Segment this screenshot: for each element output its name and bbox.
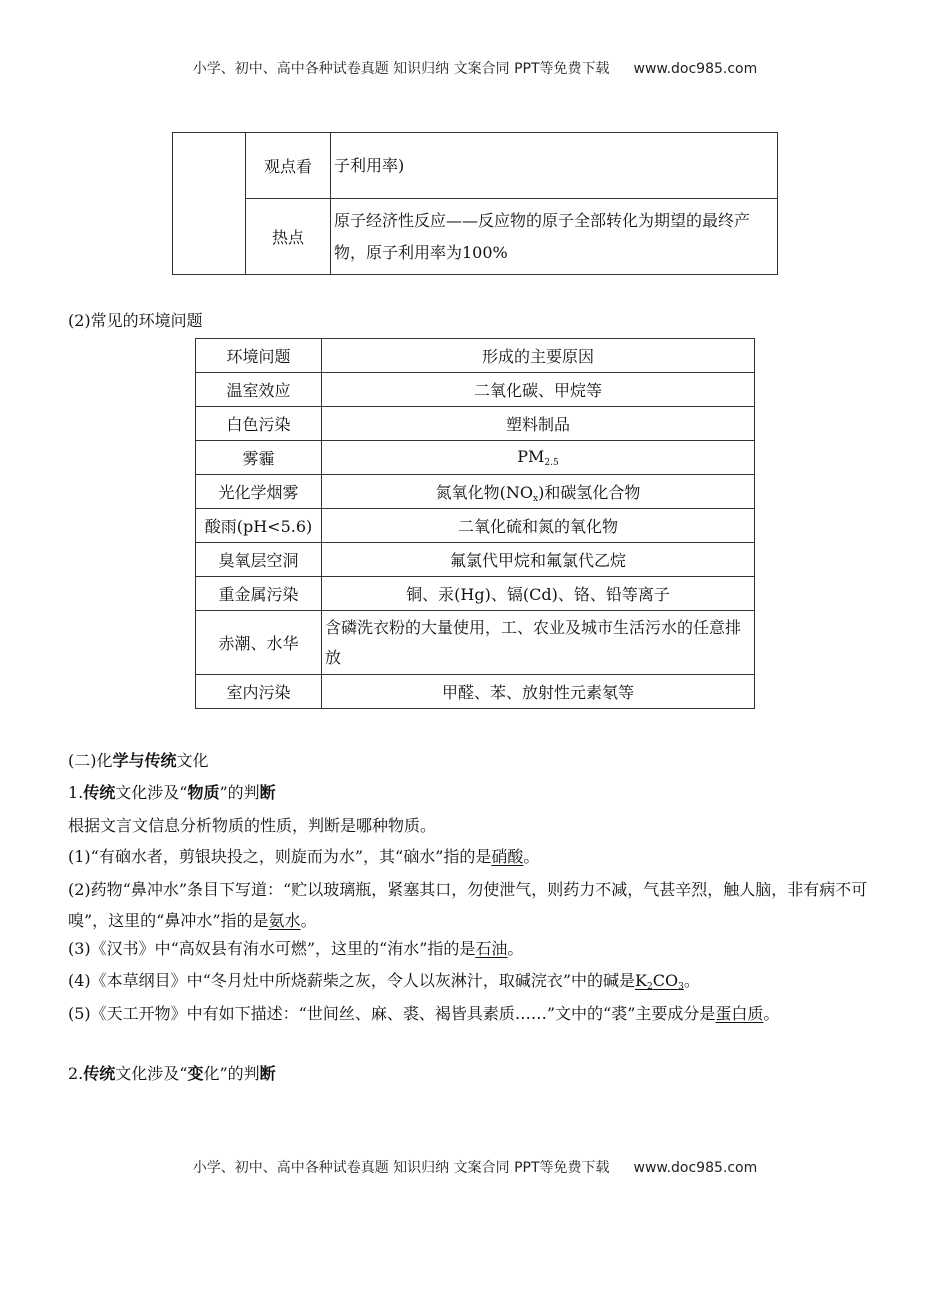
title-part-bold: 传统 (83, 1064, 116, 1083)
table-row (196, 509, 755, 543)
title-part: 文化涉及“ (115, 1064, 188, 1083)
item-text: (3)《汉书》中“高奴县有洧水可燃”，这里的“洧水”指的是 (68, 939, 476, 958)
table-row (196, 441, 755, 475)
table-row (196, 611, 755, 675)
title-part-bold: 变 (187, 1064, 204, 1083)
item-answer: 石油 (475, 939, 508, 958)
cell-issue: 光化学烟雾 (196, 475, 322, 509)
table-cell-content: 原子经济性反应——反应物的原子全部转化为期望的最终产物，原子利用率为100% (331, 199, 778, 275)
formula-part: K (635, 971, 647, 990)
intro-text: 根据文言文信息分析物质的性质，判断是哪种物质。 (68, 816, 437, 835)
item-1 (68, 844, 539, 867)
table-row (196, 543, 755, 577)
title-part: 化”的判 (203, 1064, 260, 1083)
table-row (196, 577, 755, 611)
cell-issue: 赤潮、水华 (196, 611, 322, 675)
item-text: (2)药物“鼻冲水”条目下写道：“贮以玻璃瓶，紧塞其口，勿使泄气，则药力不减，气甚辛烈，触人脑，非有病不可嗅”，这里的“鼻冲水”指的是 (68, 880, 868, 930)
subsection2-title (68, 1061, 276, 1084)
item-3 (68, 936, 523, 959)
table-header-row (196, 339, 755, 373)
title-part-bold: 断 (259, 783, 276, 802)
title-part: 文化 (176, 751, 209, 770)
item-text: 。 (763, 1004, 780, 1023)
item-text: 。 (300, 911, 317, 930)
cell-cause: 氟氯代甲烷和氟氯代乙烷 (322, 543, 755, 577)
page-header (0, 58, 950, 78)
table-row (196, 407, 755, 441)
header-cell-cause: 形成的主要原因 (322, 339, 755, 373)
table-green-chemistry (172, 132, 778, 275)
cell-issue: 室内污染 (196, 675, 322, 709)
section2-title (68, 748, 209, 771)
pm-text: PM (517, 447, 545, 466)
title-part: 2. (68, 1064, 84, 1083)
title-part-bold: 学与传统 (112, 751, 177, 770)
cell-cause: 铜、汞(Hg)、镉(Cd)、铬、铅等离子 (322, 577, 755, 611)
formula-subscript: 3 (678, 982, 684, 992)
title-part: (二)化 (68, 751, 113, 770)
header-cell-issue: 环境问题 (196, 339, 322, 373)
table-environment-issues (195, 338, 755, 709)
cell-issue: 白色污染 (196, 407, 322, 441)
title-part-bold: 物质 (187, 783, 220, 802)
title-part-bold: 传统 (83, 783, 116, 802)
item-5 (68, 998, 880, 1029)
item-text: 。 (523, 847, 540, 866)
item-answer: 硝酸 (491, 847, 524, 866)
cell-issue: 重金属污染 (196, 577, 322, 611)
header-site[interactable]: www.doc985.com (633, 61, 758, 77)
cell-cause: 塑料制品 (322, 407, 755, 441)
item-text: (1)“有硇水者，剪银块投之，则旋而为水”，其“硇水”指的是 (68, 847, 492, 866)
nox-subscript: x (533, 493, 539, 504)
table-cell-label: 观点看 (246, 133, 331, 199)
formula-part: CO (652, 971, 679, 990)
item-answer (635, 971, 684, 990)
cell-issue: 臭氧层空洞 (196, 543, 322, 577)
nox-text: 氮氧化物(NO (435, 482, 534, 502)
item-answer: 氨水 (268, 911, 301, 930)
pm-subscript: 2.5 (544, 458, 559, 468)
table-row (173, 199, 778, 275)
item-text: (5)《天工开物》中有如下描述：“世间丝、麻、裘、褐皆具素质……”文中的“裘”主要成分是 (68, 1004, 716, 1023)
section-env-title: (2)常见的环境问题 (68, 311, 203, 330)
item-2 (68, 874, 880, 936)
table-cell-label: 热点 (246, 199, 331, 275)
table-row (173, 133, 778, 199)
footer-text: 小学、初中、高中各种试卷真题 知识归纳 文案合同 PPT等免费下载 (192, 1160, 610, 1176)
page-footer (0, 1157, 950, 1177)
cell-cause: 二氧化碳、甲烷等 (322, 373, 755, 407)
item-4 (68, 968, 700, 992)
cell-issue: 酸雨(pH<5.6) (196, 509, 322, 543)
nox-rest: )和碳氢化合物 (538, 482, 641, 502)
title-part: 文化涉及“ (115, 783, 188, 802)
table-cell-content: 子利用率) (331, 133, 778, 199)
cell-cause: 甲醛、苯、放射性元素氡等 (322, 675, 755, 709)
cell-cause (322, 441, 755, 475)
cell-issue: 温室效应 (196, 373, 322, 407)
table-row (196, 675, 755, 709)
title-part-bold: 断 (259, 1064, 276, 1083)
formula-subscript: 2 (646, 982, 653, 992)
title-part: 1. (68, 783, 84, 802)
cell-cause: 含磷洗衣粉的大量使用，工、农业及城市生活污水的任意排放 (322, 611, 755, 675)
cell-issue: 雾霾 (196, 441, 322, 475)
item-text: (4)《本草纲目》中“冬月灶中所烧薪柴之灰，令人以灰淋汁，取碱浣衣”中的碱是 (68, 971, 636, 990)
table-row (196, 373, 755, 407)
title-part: ”的判 (219, 783, 260, 802)
item-answer: 蛋白质 (715, 1004, 764, 1023)
footer-site[interactable]: www.doc985.com (633, 1160, 758, 1176)
cell-cause (322, 475, 755, 509)
item-text: 。 (683, 971, 700, 990)
table-row (196, 475, 755, 509)
subsection1-title (68, 780, 276, 803)
table-cell-merged (173, 133, 246, 275)
header-text: 小学、初中、高中各种试卷真题 知识归纳 文案合同 PPT等免费下载 (192, 61, 610, 77)
cell-cause: 二氧化硫和氮的氧化物 (322, 509, 755, 543)
item-text: 。 (507, 939, 524, 958)
